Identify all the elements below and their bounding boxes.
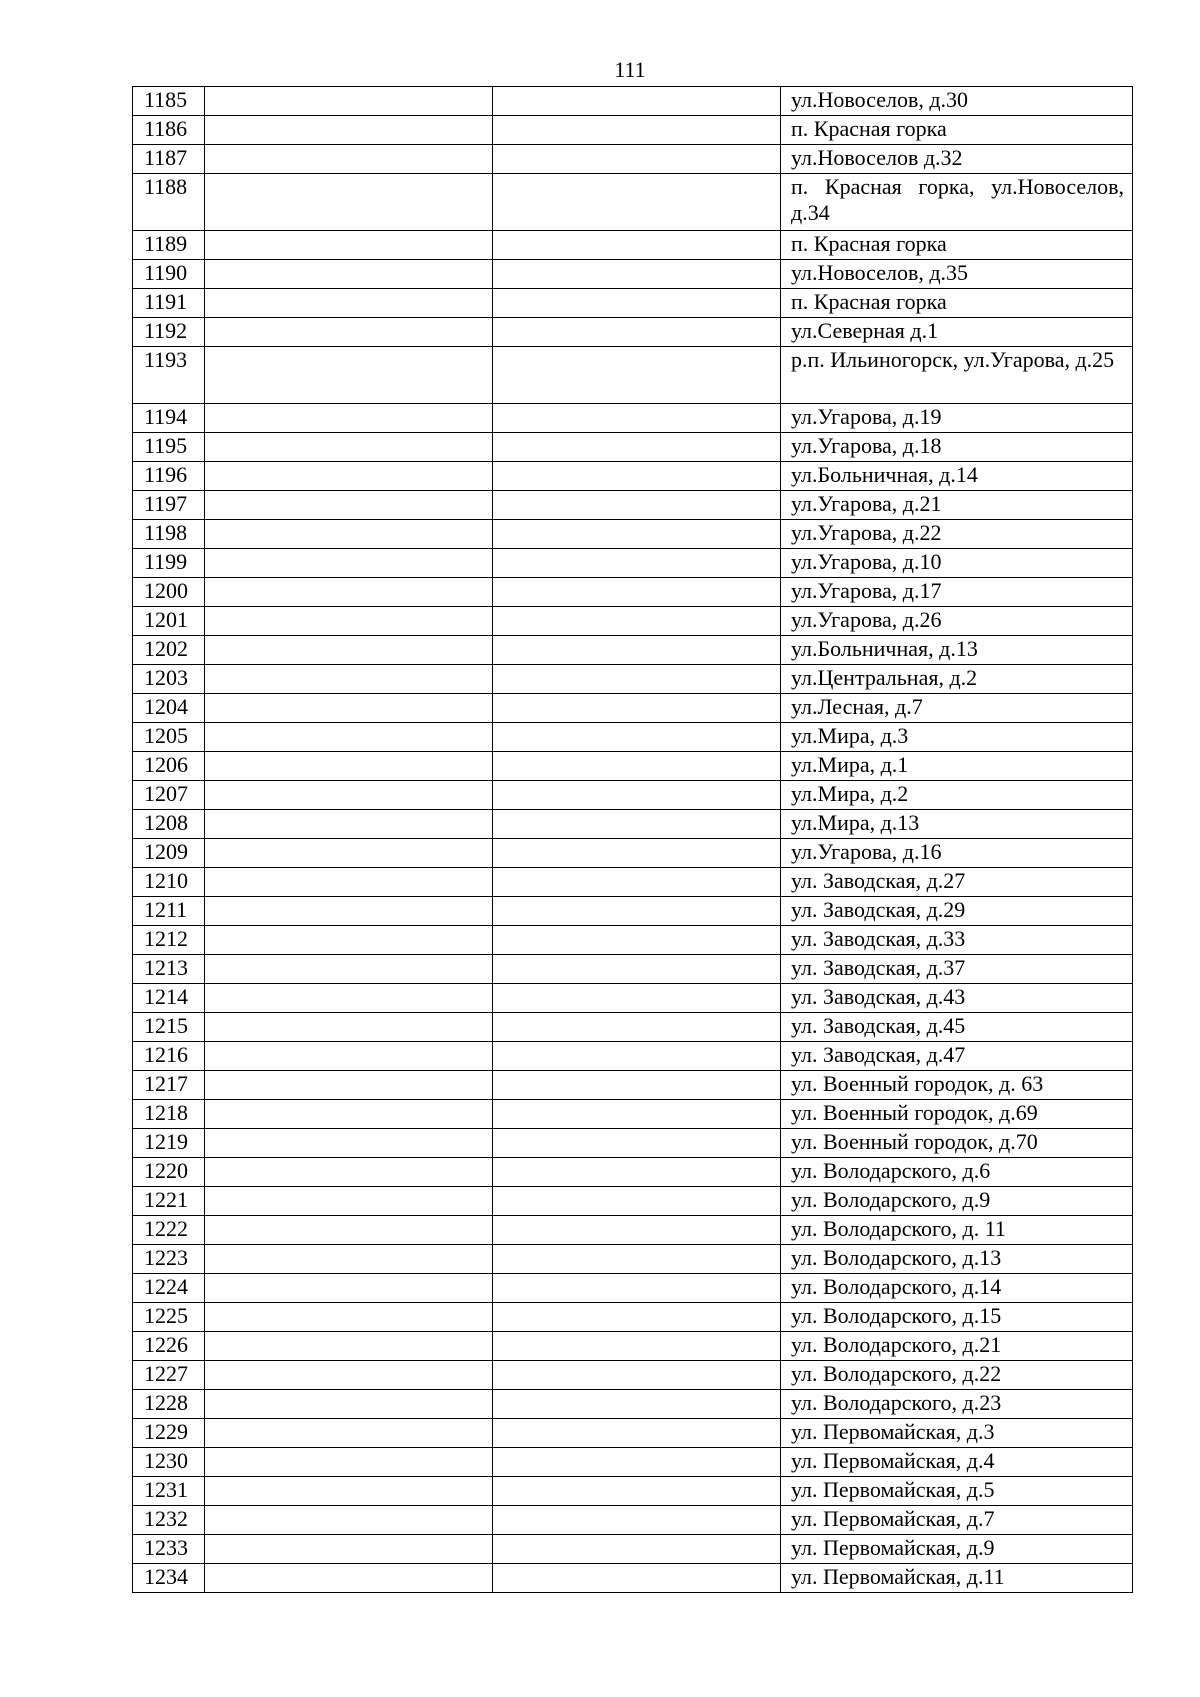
empty-cell [205,520,493,549]
table-row [133,433,1133,462]
row-number-cell: 1230 [133,1448,205,1477]
empty-cell [205,1129,493,1158]
row-number-cell: 1233 [133,1535,205,1564]
table-row [133,491,1133,520]
row-number-cell: 1203 [133,665,205,694]
address-cell: ул. Володарского, д.15 [781,1303,1133,1332]
empty-cell [205,174,493,231]
table-row [133,955,1133,984]
empty-cell [205,868,493,897]
address-table-body [133,87,1133,1593]
address-cell: ул.Новоселов, д.35 [781,260,1133,289]
empty-cell [493,1274,781,1303]
empty-cell [493,1100,781,1129]
empty-cell [205,1245,493,1274]
table-row [133,145,1133,174]
address-cell: ул.Угарова, д.19 [781,404,1133,433]
empty-cell [205,1274,493,1303]
table-row [133,723,1133,752]
address-cell: ул. Первомайская, д.11 [781,1564,1133,1593]
table-row [133,694,1133,723]
address-cell: ул. Заводская, д.33 [781,926,1133,955]
table-row [133,174,1133,231]
address-table [132,86,1133,1593]
address-cell: ул. Володарского, д.23 [781,1390,1133,1419]
table-row [133,868,1133,897]
empty-cell [493,607,781,636]
table-row [133,231,1133,260]
empty-cell [205,491,493,520]
address-cell: ул.Угарова, д.21 [781,491,1133,520]
row-number-cell: 1226 [133,1332,205,1361]
row-number-cell: 1213 [133,955,205,984]
empty-cell [205,694,493,723]
page-number: 111 [614,57,646,82]
table-row [133,289,1133,318]
empty-cell [205,404,493,433]
empty-cell [205,1158,493,1187]
empty-cell [205,347,493,404]
empty-cell [205,1013,493,1042]
empty-cell [205,1216,493,1245]
row-number-cell: 1231 [133,1477,205,1506]
empty-cell [205,1100,493,1129]
empty-cell [205,231,493,260]
empty-cell [493,1303,781,1332]
address-cell: ул.Больничная, д.14 [781,462,1133,491]
row-number-cell: 1217 [133,1071,205,1100]
address-cell: ул. Первомайская, д.7 [781,1506,1133,1535]
address-cell: ул. Володарского, д. 11 [781,1216,1133,1245]
empty-cell [493,1419,781,1448]
address-cell: ул. Первомайская, д.9 [781,1535,1133,1564]
address-cell: ул.Угарова, д.16 [781,839,1133,868]
empty-cell [205,1390,493,1419]
empty-cell [493,289,781,318]
empty-cell [493,1361,781,1390]
address-cell: ул.Северная д.1 [781,318,1133,347]
table-row [133,607,1133,636]
address-cell: ул. Володарского, д.13 [781,1245,1133,1274]
empty-cell [493,1564,781,1593]
empty-cell [205,984,493,1013]
empty-cell [205,1506,493,1535]
address-cell: ул.Центральная, д.2 [781,665,1133,694]
row-number-cell: 1229 [133,1419,205,1448]
empty-cell [493,404,781,433]
empty-cell [493,1535,781,1564]
row-number-cell: 1197 [133,491,205,520]
row-number-cell: 1223 [133,1245,205,1274]
row-number-cell: 1227 [133,1361,205,1390]
empty-cell [493,839,781,868]
table-row [133,1390,1133,1419]
empty-cell [493,984,781,1013]
row-number-cell: 1186 [133,116,205,145]
empty-cell [205,145,493,174]
empty-cell [205,462,493,491]
empty-cell [493,462,781,491]
address-cell: ул. Военный городок, д.70 [781,1129,1133,1158]
empty-cell [493,1245,781,1274]
empty-cell [205,636,493,665]
empty-cell [493,1071,781,1100]
empty-cell [205,289,493,318]
row-number-cell: 1205 [133,723,205,752]
empty-cell [205,1535,493,1564]
empty-cell [205,1477,493,1506]
address-cell: р.п. Ильиногорск, ул.Угарова, д.25 [781,347,1133,404]
address-cell: ул.Мира, д.13 [781,810,1133,839]
empty-cell [493,1448,781,1477]
row-number-cell: 1216 [133,1042,205,1071]
empty-cell [205,433,493,462]
address-cell: ул.Угарова, д.18 [781,433,1133,462]
address-cell: ул.Мира, д.2 [781,781,1133,810]
row-number-cell: 1194 [133,404,205,433]
table-row [133,462,1133,491]
row-number-cell: 1198 [133,520,205,549]
empty-cell [493,955,781,984]
table-row [133,347,1133,404]
table-row [133,781,1133,810]
row-number-cell: 1187 [133,145,205,174]
address-cell: ул. Заводская, д.29 [781,897,1133,926]
empty-cell [493,694,781,723]
row-number-cell: 1228 [133,1390,205,1419]
empty-cell [493,318,781,347]
empty-cell [493,145,781,174]
row-number-cell: 1232 [133,1506,205,1535]
empty-cell [205,1332,493,1361]
row-number-cell: 1204 [133,694,205,723]
empty-cell [205,839,493,868]
row-number-cell: 1207 [133,781,205,810]
empty-cell [493,347,781,404]
row-number-cell: 1212 [133,926,205,955]
row-number-cell: 1202 [133,636,205,665]
table-row [133,1535,1133,1564]
address-cell: ул.Угарова, д.26 [781,607,1133,636]
address-cell: ул. Володарского, д.21 [781,1332,1133,1361]
address-cell: ул.Новоселов, д.30 [781,87,1133,116]
row-number-cell: 1193 [133,347,205,404]
empty-cell [205,1042,493,1071]
row-number-cell: 1221 [133,1187,205,1216]
row-number-cell: 1218 [133,1100,205,1129]
empty-cell [493,752,781,781]
address-cell: ул.Новоселов д.32 [781,145,1133,174]
row-number-cell: 1208 [133,810,205,839]
empty-cell [493,1187,781,1216]
table-row [133,1332,1133,1361]
table-row [133,1158,1133,1187]
row-number-cell: 1196 [133,462,205,491]
address-cell: ул.Мира, д.1 [781,752,1133,781]
table-row [133,984,1133,1013]
empty-cell [205,1071,493,1100]
table-row [133,665,1133,694]
address-cell: ул. Заводская, д.43 [781,984,1133,1013]
address-cell: ул.Лесная, д.7 [781,694,1133,723]
empty-cell [493,665,781,694]
empty-cell [205,1361,493,1390]
table-row [133,897,1133,926]
table-row [133,260,1133,289]
empty-cell [493,1216,781,1245]
row-number-cell: 1200 [133,578,205,607]
address-cell: ул. Заводская, д.47 [781,1042,1133,1071]
table-row [133,1245,1133,1274]
row-number-cell: 1224 [133,1274,205,1303]
row-number-cell: 1225 [133,1303,205,1332]
empty-cell [493,1013,781,1042]
empty-cell [205,578,493,607]
empty-cell [205,810,493,839]
row-number-cell: 1195 [133,433,205,462]
empty-cell [493,260,781,289]
empty-cell [205,781,493,810]
table-row [133,578,1133,607]
address-cell: ул.Угарова, д.22 [781,520,1133,549]
table-row [133,1187,1133,1216]
row-number-cell: 1190 [133,260,205,289]
table-row [133,1216,1133,1245]
address-cell: п. Красная горка, ул.Новоселов, д.34 [781,174,1133,231]
address-cell: ул. Первомайская, д.3 [781,1419,1133,1448]
row-number-cell: 1219 [133,1129,205,1158]
empty-cell [205,1448,493,1477]
table-row [133,1013,1133,1042]
empty-cell [493,1332,781,1361]
empty-cell [205,955,493,984]
address-cell: ул. Володарского, д.9 [781,1187,1133,1216]
table-row [133,1448,1133,1477]
empty-cell [493,1477,781,1506]
table-row [133,549,1133,578]
address-cell: ул. Военный городок, д.69 [781,1100,1133,1129]
table-row [133,520,1133,549]
empty-cell [493,174,781,231]
table-row [133,1564,1133,1593]
address-cell: ул. Володарского, д.6 [781,1158,1133,1187]
table-row [133,404,1133,433]
row-number-cell: 1214 [133,984,205,1013]
empty-cell [493,1506,781,1535]
empty-cell [205,1419,493,1448]
address-cell: ул.Угарова, д.10 [781,549,1133,578]
table-row [133,1419,1133,1448]
row-number-cell: 1201 [133,607,205,636]
empty-cell [493,926,781,955]
address-cell: ул. Заводская, д.37 [781,955,1133,984]
address-cell: ул. Первомайская, д.4 [781,1448,1133,1477]
empty-cell [493,549,781,578]
address-cell: ул. Военный городок, д. 63 [781,1071,1133,1100]
table-row [133,116,1133,145]
empty-cell [205,549,493,578]
row-number-cell: 1206 [133,752,205,781]
table-row [133,1042,1133,1071]
table-row [133,1361,1133,1390]
empty-cell [493,231,781,260]
table-row [133,1506,1133,1535]
empty-cell [493,810,781,839]
row-number-cell: 1199 [133,549,205,578]
address-cell: ул. Заводская, д.27 [781,868,1133,897]
row-number-cell: 1211 [133,897,205,926]
table-row [133,839,1133,868]
table-row [133,752,1133,781]
row-number-cell: 1215 [133,1013,205,1042]
address-cell: ул.Больничная, д.13 [781,636,1133,665]
row-number-cell: 1192 [133,318,205,347]
row-number-cell: 1209 [133,839,205,868]
empty-cell [493,1390,781,1419]
row-number-cell: 1188 [133,174,205,231]
row-number-cell: 1234 [133,1564,205,1593]
empty-cell [493,781,781,810]
row-number-cell: 1189 [133,231,205,260]
address-cell: п. Красная горка [781,289,1133,318]
empty-cell [493,1158,781,1187]
empty-cell [493,491,781,520]
empty-cell [493,723,781,752]
row-number-cell: 1210 [133,868,205,897]
table-row [133,1129,1133,1158]
empty-cell [493,578,781,607]
row-number-cell: 1191 [133,289,205,318]
table-row [133,87,1133,116]
table-row [133,1303,1133,1332]
row-number-cell: 1222 [133,1216,205,1245]
address-cell: ул.Угарова, д.17 [781,578,1133,607]
table-row [133,810,1133,839]
empty-cell [493,87,781,116]
empty-cell [493,520,781,549]
empty-cell [205,1564,493,1593]
row-number-cell: 1220 [133,1158,205,1187]
empty-cell [205,665,493,694]
empty-cell [205,752,493,781]
empty-cell [205,723,493,752]
empty-cell [205,926,493,955]
empty-cell [205,87,493,116]
address-cell: ул. Заводская, д.45 [781,1013,1133,1042]
address-cell: ул. Володарского, д.22 [781,1361,1133,1390]
table-row [133,1274,1133,1303]
table-row [133,1100,1133,1129]
table-row [133,1071,1133,1100]
empty-cell [493,868,781,897]
address-cell: ул. Первомайская, д.5 [781,1477,1133,1506]
empty-cell [493,433,781,462]
table-row [133,636,1133,665]
empty-cell [205,897,493,926]
row-number-cell: 1185 [133,87,205,116]
table-row [133,318,1133,347]
empty-cell [205,116,493,145]
empty-cell [493,1129,781,1158]
address-cell: п. Красная горка [781,116,1133,145]
empty-cell [205,260,493,289]
address-cell: ул.Мира, д.3 [781,723,1133,752]
empty-cell [493,636,781,665]
empty-cell [205,1187,493,1216]
empty-cell [493,1042,781,1071]
empty-cell [205,1303,493,1332]
address-cell: п. Красная горка [781,231,1133,260]
empty-cell [205,318,493,347]
empty-cell [493,897,781,926]
table-row [133,926,1133,955]
empty-cell [493,116,781,145]
empty-cell [205,607,493,636]
address-cell: ул. Володарского, д.14 [781,1274,1133,1303]
table-row [133,1477,1133,1506]
